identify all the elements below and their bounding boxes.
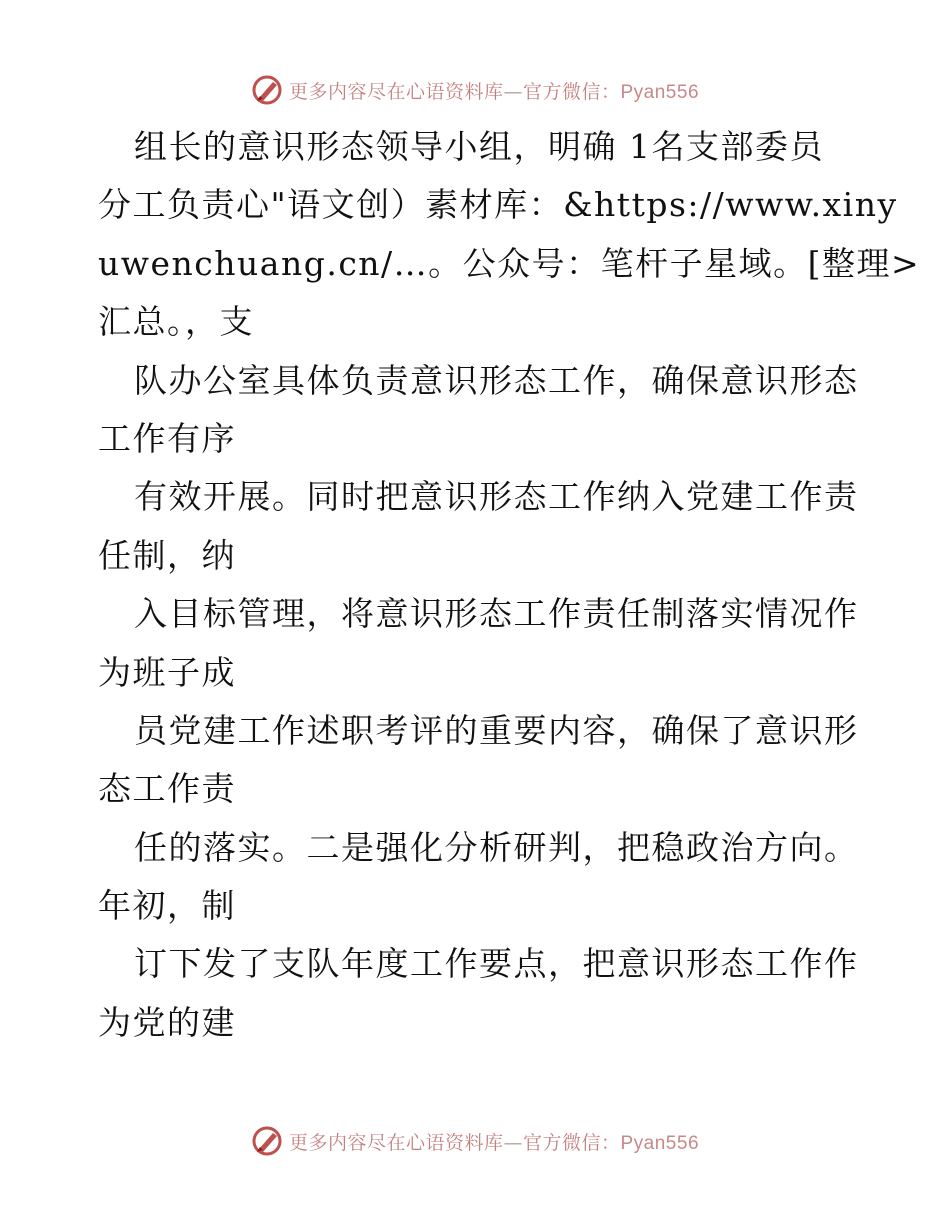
paragraph-line: 入目标管理，将意识形态工作责任制落实情况作 (134, 594, 859, 634)
watermark-main-text: 更多内容尽在心语资料库 (288, 80, 504, 103)
paragraph-line: 为班子成 (98, 652, 236, 692)
watermark-main-text: 更多内容尽在心语资料库 (288, 1131, 504, 1154)
watermark-text (289, 1128, 699, 1155)
paragraph-line: 有效开展。同时把意识形态工作纳入党建工作责 (134, 477, 859, 517)
footer-watermark (0, 1123, 950, 1159)
watermark-dash: — (503, 1131, 523, 1154)
header-watermark (0, 72, 950, 108)
paragraph-line: 任的落实。二是强化分析研判，把稳政治方向。 (134, 827, 859, 867)
watermark-text (289, 77, 699, 104)
pen-logo-icon (251, 74, 283, 106)
document-body (98, 118, 921, 1052)
pen-logo-icon (251, 1125, 283, 1157)
watermark-official-label: 官方微信： (522, 1131, 621, 1154)
paragraph-line: 队办公室具体负责意识形态工作，确保意识形态 (134, 360, 859, 400)
paragraph-line: uwenchuang.cn/…。公众号：笔杆子星域。[整理> (98, 243, 921, 283)
watermark-account: Pyan556 (620, 81, 700, 103)
paragraph-line: 分工负责心"语文创）素材库：&https://www.xiny (98, 185, 898, 225)
paragraph-line: 为党的建 (98, 1002, 236, 1042)
paragraph-line: 订下发了支队年度工作要点，把意识形态工作作 (134, 944, 859, 984)
watermark-account: Pyan556 (620, 1132, 700, 1154)
paragraph-line: 工作有序 (98, 418, 236, 458)
paragraph-line: 汇总。，支 (98, 302, 254, 342)
watermark-official-label: 官方微信： (522, 80, 621, 103)
paragraph-line: 员党建工作述职考评的重要内容，确保了意识形 (134, 710, 859, 750)
paragraph-line: 组长的意识形态领导小组，明确 1名支部委员 (134, 127, 824, 166)
paragraph-line: 任制，纳 (98, 535, 236, 575)
watermark-dash: — (503, 80, 523, 103)
paragraph-line: 态工作责 (98, 769, 236, 809)
paragraph-line: 年初，制 (98, 886, 236, 926)
